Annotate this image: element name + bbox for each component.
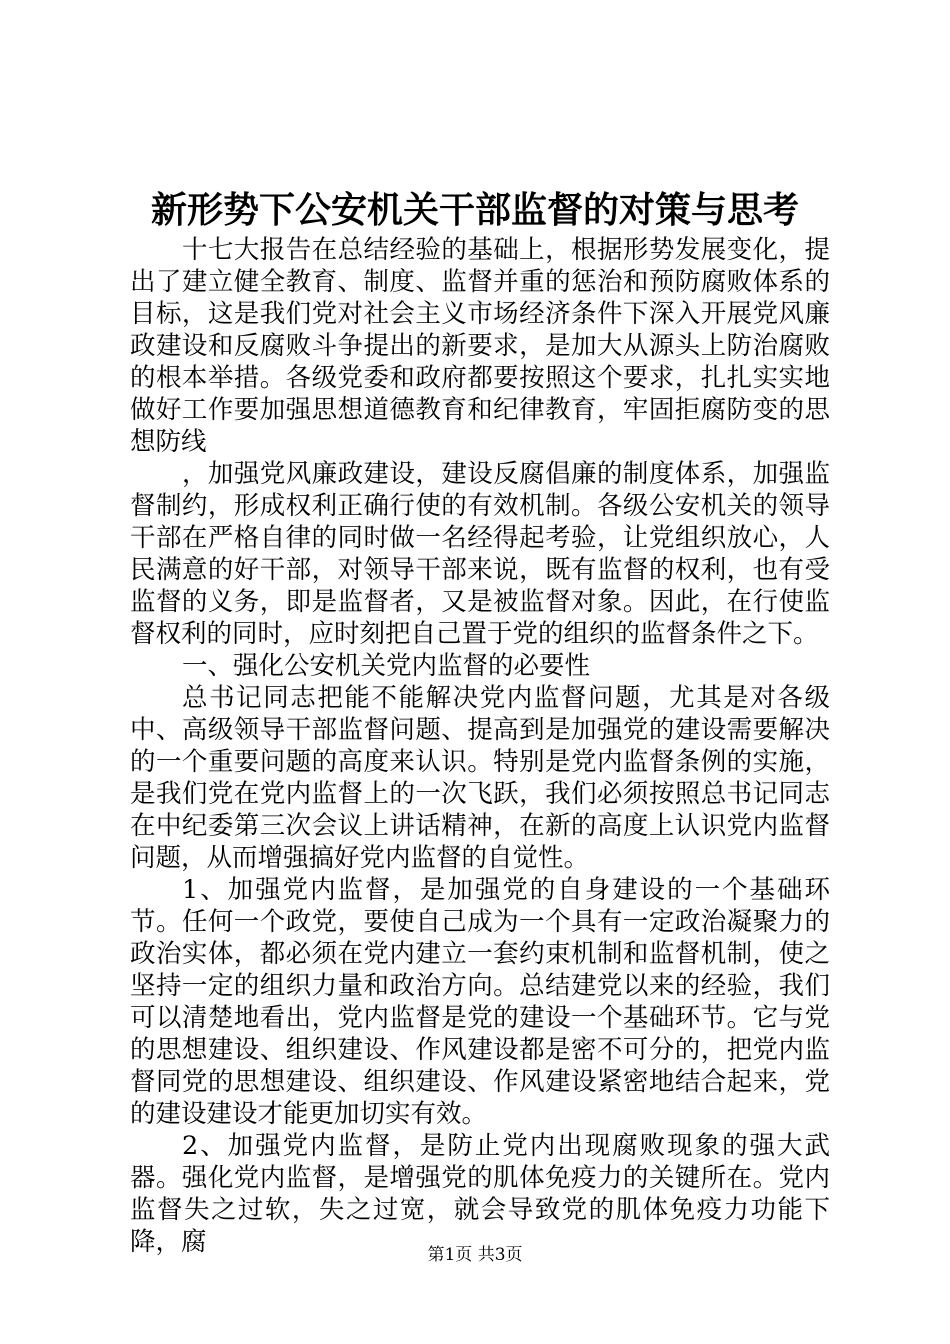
paragraph-4: 1、加强党内监督，是加强党的自身建设的一个基础环节。任何一个政党，要使自己成为一个具有一定政治凝聚力的政治实体，都必须在党内建立一套约束机制和监督机制，使之坚持一定的组织力量和政治方向。总结建党以来的经验，我们可以清楚地看出，党内监督是党的建设一个基础环节。它与党的思想建设、组织建设、作风建设都是密不可分的，把党内监督同党的思想建设、组织建设、作风建设紧密地结合起来，党的建设建设才能更加切实有效。	[130, 875, 830, 1129]
section-heading-1: 一、强化公安机关党内监督的必要性	[182, 651, 591, 681]
paragraph-5: 2、加强党内监督，是防止党内出现腐败现象的强大武器。强化党内监督，是增强党的肌体免疫力的关键所在。党内监督失之过软，失之过宽，就会导致党的肌体免疫力功能下降，腐	[130, 1131, 830, 1257]
document-title: 新形势下公安机关干部监督的对策与思考	[150, 189, 799, 231]
paragraph-3: 总书记同志把能不能解决党内监督问题，尤其是对各级中、高级领导干部监督问题、提高到是加强党的建设需要解决的一个重要问题的高度来认识。特别是党内监督条例的实施，是我们党在党内监督上的一次飞跃，我们必须按照总书记同志在中纪委第三次会议上讲话精神，在新的高度上认识党内监督问题，从而增强搞好党内监督的自觉性。	[130, 683, 830, 873]
document-body	[130, 234, 830, 1258]
page-footer: 第1页 共3页	[427, 1245, 523, 1265]
paragraph-1: 十七大报告在总结经验的基础上，根据形势发展变化，提出了建立健全教育、制度、监督并重的惩治和预防腐败体系的目标，这是我们党对社会主义市场经济条件下深入开展党风廉政建设和反腐败斗争提出的新要求，是加大从源头上防治腐败的根本举措。各级党委和政府都要按照这个要求，扎扎实实地做好工作要加强思想道德教育和纪律教育，牢固拒腐防变的思想防线	[130, 235, 830, 457]
paragraph-2: ，加强党风廉政建设，建设反腐倡廉的制度体系，加强监督制约，形成权利正确行使的有效机制。各级公安机关的领导干部在严格自律的同时做一名经得起考验，让党组织放心，人民满意的好干部，对领导干部来说，既有监督的权利，也有受监督的义务，即是监督者，又是被监督对象。因此，在行使监督权利的同时，应时刻把自己置于党的组织的监督条件之下。	[130, 459, 830, 649]
